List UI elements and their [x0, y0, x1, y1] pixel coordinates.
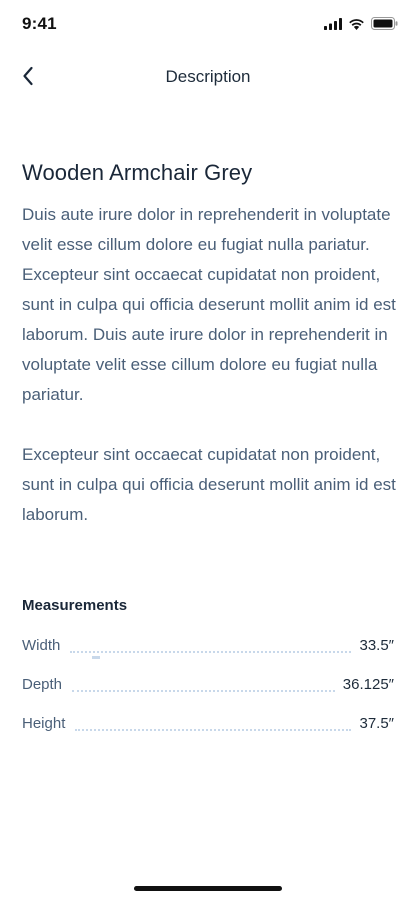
- measurement-row-depth: [22, 665, 394, 704]
- measurement-leader: [72, 690, 335, 692]
- status-bar: [0, 0, 416, 50]
- measurement-row-height: [22, 704, 394, 743]
- product-title: Wooden Armchair Grey: [22, 160, 253, 185]
- measurement-value: 36.125″: [342, 676, 394, 693]
- text-cursor-mark: [92, 656, 100, 659]
- home-indicator[interactable]: [134, 886, 282, 891]
- measurement-label: Depth: [22, 676, 63, 693]
- measurement-value: 37.5″: [359, 715, 394, 732]
- status-time: 9:41: [22, 14, 57, 33]
- signal-icon: [324, 17, 342, 35]
- battery-icon: [371, 17, 398, 35]
- measurements-section: [22, 597, 394, 743]
- description-content: [22, 160, 398, 530]
- nav-bar: [0, 56, 416, 100]
- description-paragraph: Duis aute irure dolor in reprehenderit in voluptate velit esse cillum dolore eu fugiat nulla pariatur. Excepteur sint occaecat cupidatat non proident, sunt in culpa qui officia deserunt mollit anim id est laborum. Duis aute irure dolor in reprehenderit in voluptate velit esse cillum dolore eu fugiat nulla pariatur.: [22, 205, 396, 404]
- measurement-row-width: [22, 626, 394, 665]
- status-icons: [324, 17, 398, 35]
- wifi-icon: [348, 17, 365, 35]
- measurement-label: Width: [22, 637, 61, 654]
- page-title: Description: [165, 67, 251, 86]
- measurement-label: Height: [22, 715, 66, 732]
- measurements-heading: Measurements: [22, 597, 128, 614]
- measurement-value: 33.5″: [359, 637, 394, 654]
- measurement-leader: [75, 729, 351, 731]
- measurement-leader: [70, 651, 351, 653]
- description-paragraph: Excepteur sint occaecat cupidatat non proident, sunt in culpa qui officia deserunt mollit anim id est laborum.: [22, 445, 396, 524]
